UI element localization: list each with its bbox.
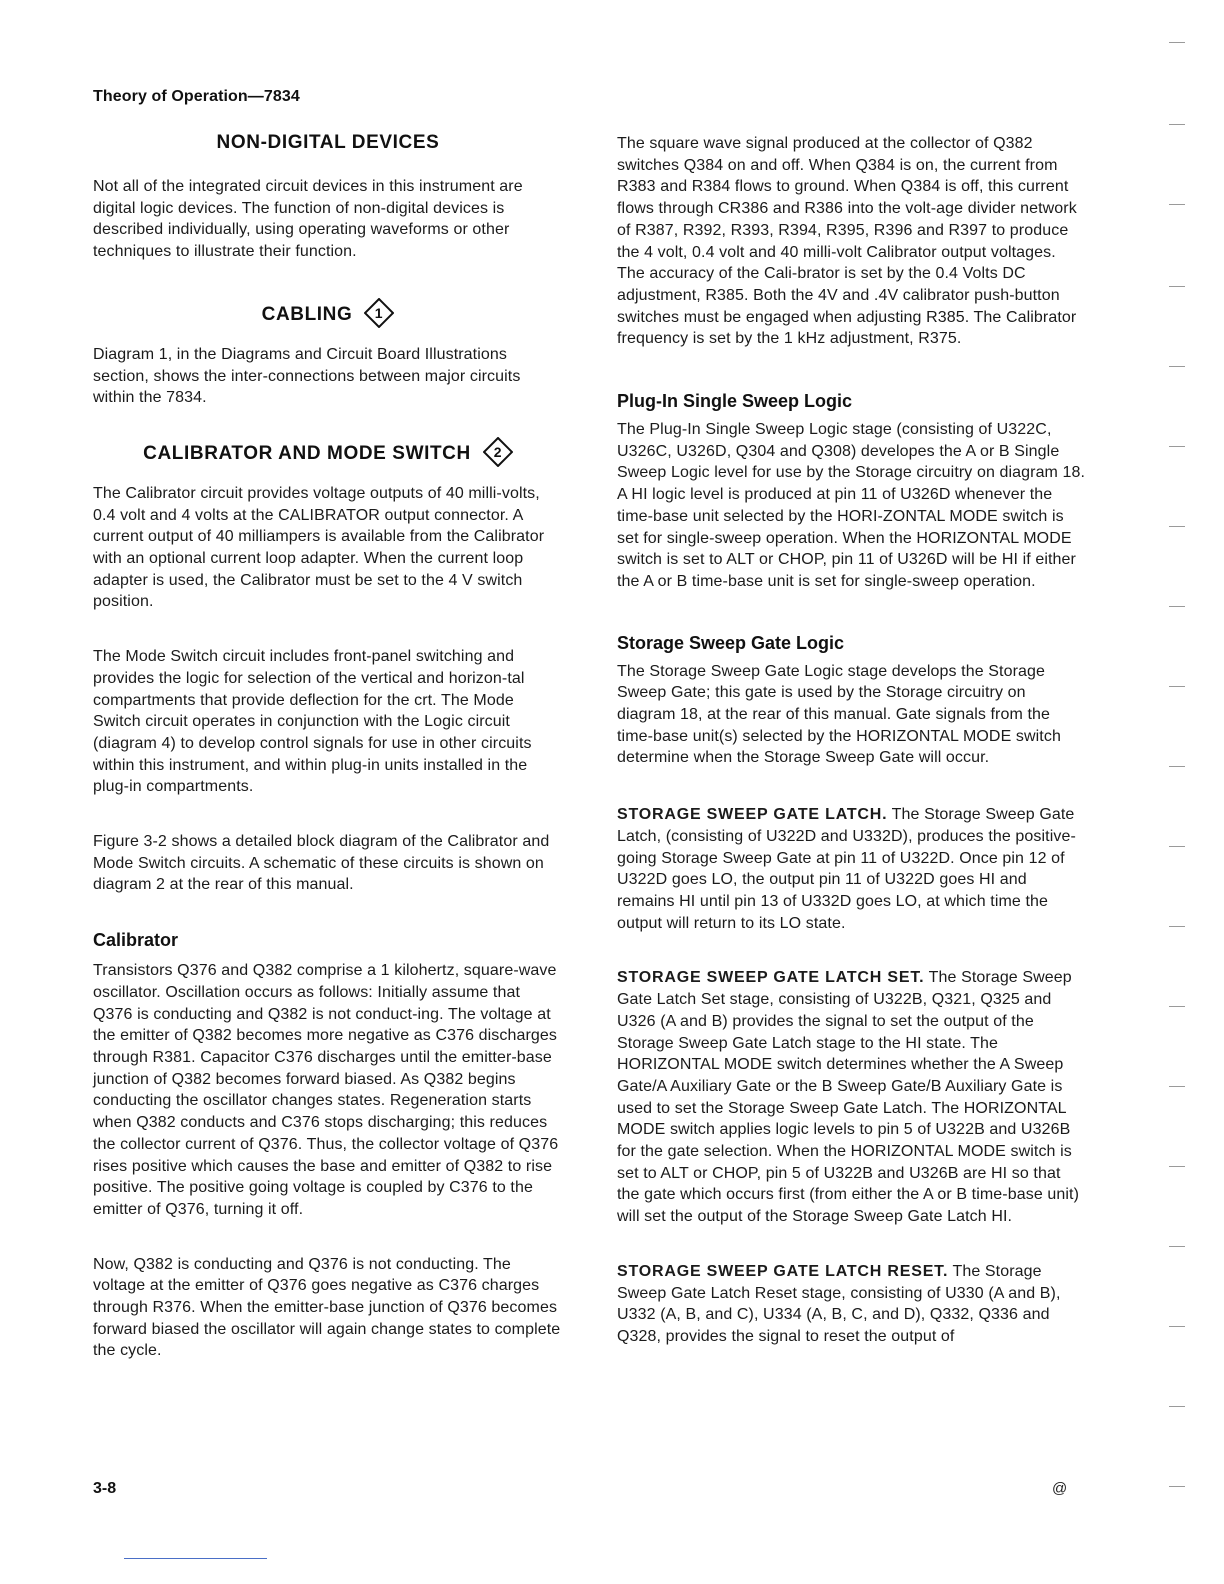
- paragraph-non-digital: Not all of the integrated circuit devices in this instrument are digital logic devices. The function of non-digital devices is described individually, using operating waveforms or other techniques to illustrate their function.: [93, 178, 523, 261]
- scan-mark: [1169, 1486, 1185, 1487]
- scan-mark: [1169, 446, 1185, 447]
- margin-scan-marks: [1165, 30, 1195, 1510]
- diagram-number: 2: [493, 443, 503, 460]
- scan-mark: [1169, 606, 1185, 607]
- paragraph-mode-switch: The Mode Switch circuit includes front-panel switching and provides the logic for selection of the vertical and horizon-tal compartments that provide deflection for the crt. The Mode Switch circuit operates in conjunction with the Logic circuit (diagram 4) to develop control signals for use in other circuits within this instrument, and within plug-in units installed in the plug-in compartments.: [93, 648, 532, 796]
- paragraph-calibrator-circuit: The Calibrator circuit provides voltage outputs of 40 milli-volts, 0.4 volt and 4 volts at the CALIBRATOR output connector. A current output of 40 milliampers is available from the Calibrator with an optional current loop adapter. When the current loop adapter is used, the Calibrator must be set to the 4 V switch position.: [93, 484, 545, 611]
- paragraph-cabling: Diagram 1, in the Diagrams and Circuit Board Illustrations section, shows the inter-connections between major circuits within the 7834.: [93, 345, 521, 407]
- paragraph-square-wave: The square wave signal produced at the collector of Q382 switches Q384 on and off. When Q384 is on, the current from R383 and R384 flows to ground. When Q384 is off, this current flows through CR386 and R386 into the volt-age divider network of R387, R392, R393, R394, R395, R396 and R397 to produce the 4 volt, 0.4 volt and 40 milli-volt Calibrator output voltages. The accuracy of the Cali-brator is set by the 0.4 Volts DC adjustment, R385. Both the 4V and .4V calibrator push-button switches must be engaged when adjusting R385. The Calibrator frequency is set by the 1 kHz adjustment, R375.: [617, 135, 1077, 348]
- paragraph-storage-sweep-gate: The Storage Sweep Gate Logic stage develops the Storage Sweep Gate; this gate is used by the Storage circuitry on diagram 18, at the rear of this manual. Gate signals from the time-base unit(s) selected by the HORIZONTAL MODE switch determine when the Storage Sweep Gate will occur.: [617, 662, 1061, 767]
- section-title-calibrator-mode-switch: [93, 439, 563, 469]
- section-title-cabling: [93, 300, 563, 330]
- page-number: 3-8: [93, 1480, 117, 1497]
- scan-mark: [1169, 766, 1185, 767]
- run-in-heading-latch-reset: STORAGE SWEEP GATE LATCH RESET.: [617, 1262, 949, 1280]
- scan-mark: [1169, 1326, 1185, 1327]
- diamond-icon: [483, 437, 513, 467]
- run-in-heading-latch-set: STORAGE SWEEP GATE LATCH SET.: [617, 969, 925, 987]
- scan-mark: [1169, 124, 1185, 125]
- paragraph-latch: [617, 804, 1087, 934]
- running-title: Theory of Operation—7834: [93, 88, 300, 105]
- latch-text: The Storage Sweep Gate Latch, (consisting of U322D and U332D), produces the positive-going Storage Sweep Gate at pin 11 of U322D. Once pin 12 of U322D goes LO, the output pin 11 of U322D goes HI and remains HI until pin 13 of U332D goes LO, at which time the output will return to its LO state.: [617, 806, 1076, 932]
- scan-mark: [1169, 1086, 1185, 1087]
- paragraph-oscillator: Transistors Q376 and Q382 comprise a 1 kilohertz, square-wave oscillator. Oscillation occurs as follows: Initially assume that Q376 is conducting and Q382 is not conduct-ing. The voltage at the emitter of Q382 becomes more negative as C376 discharges through R381. Capacitor C376 discharges until the emitter-base junction of Q382 becomes forward biased. As Q382 begins conducting the oscillator changes states. Regeneration starts when Q382 conducts and C376 stops discharging; this reduces the collector current of Q376. Thus, the collector voltage of Q376 rises positive which causes the base and emitter of Q382 to rise positive. The positive going voltage is coupled by C376 to the emitter of Q376, turning it off.: [93, 962, 559, 1218]
- section-title-text: NON-DIGITAL DEVICES: [216, 132, 440, 153]
- scan-mark: [1169, 1166, 1185, 1167]
- diagram-number-icon: [364, 298, 394, 328]
- latch-set-text: The Storage Sweep Gate Latch Set stage, consisting of U322B, Q321, Q325 and U326 (A and B) provides the signal to set the output of the Storage Sweep Gate Latch stage to the HI state. The HORIZONTAL MODE switch determines whether the A Sweep Gate/A Auxiliary Gate or the B Sweep Gate/B Auxiliary Gate is used to set the Storage Sweep Gate Latch. The HORIZONTAL MODE switch applies logic levels to pin 5 of U322B and U326B for the gate selection. When the HORIZONTAL MODE switch is set to ALT or CHOP, pin 5 of U322B and U326B are HI so that the gate which occurs first (from either the A or B time-base unit) will set the output of the Storage Sweep Gate Latch HI.: [617, 969, 1080, 1226]
- paragraph-latch-reset: [617, 1261, 1087, 1348]
- scan-mark: [1169, 366, 1185, 367]
- left-column: [93, 128, 563, 1362]
- right-column: [617, 128, 1087, 1348]
- subsection-title-calibrator: Calibrator: [93, 930, 179, 951]
- scan-mark: [1169, 846, 1185, 847]
- latch-reset-text: The Storage Sweep Gate Latch Reset stage, consisting of U330 (A and B), U332 (A, B, and C), U334 (A, B, C, and D), Q332, Q336 and Q328, provides the signal to reset the output of: [617, 1262, 1061, 1345]
- subsection-title-storage-sweep-gate: Storage Sweep Gate Logic: [617, 632, 845, 653]
- scan-mark: [1169, 1406, 1185, 1407]
- diagram-number-icon: [483, 437, 513, 467]
- paragraph-plugin-single-sweep: The Plug-In Single Sweep Logic stage (consisting of U322C, U326C, U326D, Q304 and Q308) developes the A or B Single Sweep Logic level for use by the Storage circuitry on diagram 18. A HI logic level is produced at pin 11 of U326D whenever the time-base unit selected by the HORI-ZONTAL MODE switch is set for single-sweep operation. When the HORIZONTAL MODE switch is set to ALT or CHOP, pin 11 of U326D will be HI if either the A or B time-base unit is set for single-sweep operation.: [617, 421, 1086, 590]
- section-title-text: CALIBRATOR AND MODE SWITCH: [143, 442, 471, 464]
- run-in-heading-latch: STORAGE SWEEP GATE LATCH.: [617, 806, 888, 824]
- paragraph-figure-ref: Figure 3-2 shows a detailed block diagram of the Calibrator and Mode Switch circuits. A schematic of these circuits is shown on diagram 2 at the rear of this manual.: [93, 833, 550, 894]
- scan-mark: [1169, 1246, 1185, 1247]
- paragraph-latch-set: [617, 967, 1087, 1227]
- scan-mark: [1169, 1006, 1185, 1007]
- scan-mark: [1169, 926, 1185, 927]
- scan-mark: [1169, 686, 1185, 687]
- section-title-text: CABLING: [261, 303, 353, 325]
- scan-mark: [1169, 204, 1185, 205]
- scan-mark: [1169, 286, 1185, 287]
- scan-mark: [1169, 42, 1185, 43]
- bottom-rule: [124, 1558, 267, 1559]
- footer-mark: @: [1052, 1480, 1068, 1497]
- diagram-number: 1: [375, 304, 384, 321]
- paragraph-oscillator-cycle: Now, Q382 is conducting and Q376 is not conducting. The voltage at the emitter of Q376 goes negative as C376 charges through R376. When the emitter-base junction of Q376 becomes forward biased the oscillator will again change states to complete the cycle.: [93, 1255, 561, 1360]
- subsection-title-plugin-single-sweep: Plug-In Single Sweep Logic: [617, 391, 853, 412]
- scan-mark: [1169, 526, 1185, 527]
- diamond-icon: [364, 298, 394, 328]
- section-title-non-digital: [93, 128, 563, 158]
